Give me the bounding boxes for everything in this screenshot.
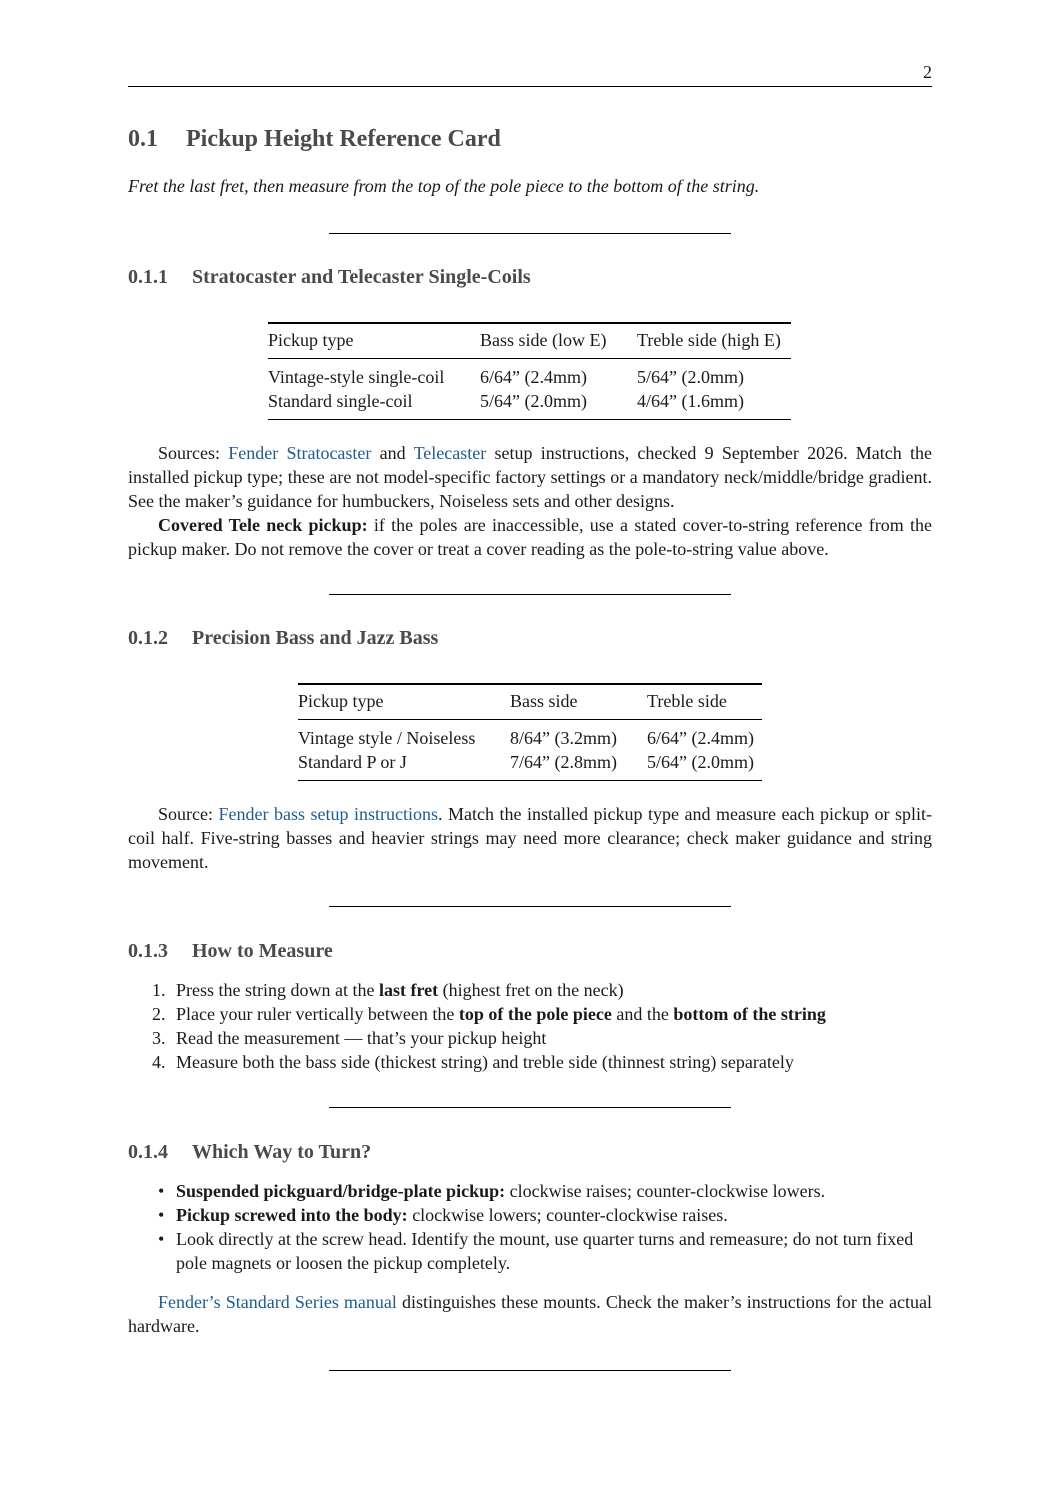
- column-header: Treble side: [647, 684, 762, 720]
- divider: [329, 594, 731, 595]
- subsection-number: 0.1.2: [128, 627, 168, 649]
- column-header: Bass side: [510, 684, 647, 720]
- subsection-number: 0.1.1: [128, 266, 168, 288]
- subsection-number: 0.1.3: [128, 940, 168, 962]
- final-text: distinguishes these mounts. Check the maker’s instructions for the actual hardware.: [128, 1292, 932, 1336]
- column-header: Bass side (low E): [480, 323, 637, 359]
- table-cell: 5/64” (2.0mm): [637, 366, 744, 387]
- covered-tele-text: if the poles are inaccessible, use a stated cover-to-string reference from the pickup maker. Do not remove the cover or treat a cover reading as the pole-to-string value above.: [128, 515, 932, 559]
- fender-stratocaster-link[interactable]: Fender Stratocaster: [228, 443, 372, 463]
- page-number: 2: [923, 62, 932, 82]
- list-item: [128, 1203, 932, 1227]
- sources-paragraph: [128, 441, 932, 513]
- covered-tele-paragraph: [128, 513, 932, 561]
- step-text: Press the string down at the: [176, 980, 379, 1000]
- bullet-text: clockwise raises; counter-clockwise lowers.: [505, 1181, 826, 1201]
- bullet-marker: •: [158, 1229, 165, 1249]
- subsection-title: How to Measure: [192, 940, 333, 962]
- list-marker: 3.: [152, 1028, 166, 1048]
- covered-tele-label: Covered Tele neck pickup:: [158, 515, 368, 535]
- subsection-title: Which Way to Turn?: [192, 1141, 372, 1163]
- sources-and: and: [371, 443, 414, 463]
- subsection-title: Stratocaster and Telecaster Single-Coils: [192, 266, 531, 288]
- subsection-number: 0.1.4: [128, 1141, 168, 1163]
- bullet-text: Look directly at the screw head. Identify the mount, use quarter turns and remeasure; do not turn fixed pole magnets or loosen the pickup completely.: [176, 1229, 914, 1273]
- strat-tele-height-table: [268, 322, 791, 420]
- standard-series-paragraph: [128, 1290, 932, 1338]
- column-header: Pickup type: [298, 684, 510, 720]
- subsection-title: Precision Bass and Jazz Bass: [192, 627, 439, 649]
- table-header-row: [268, 323, 791, 359]
- divider: [329, 1107, 731, 1108]
- bullet-text: clockwise lowers; counter-clockwise raises.: [407, 1205, 728, 1225]
- step-text: Read the measurement — that’s your pickup height: [176, 1028, 547, 1048]
- table-cell: Standard single-coil: [268, 390, 413, 411]
- list-marker: 1.: [152, 980, 166, 1000]
- table-cell: 6/64” (2.4mm): [647, 727, 754, 748]
- sources-text: setup instructions, checked 9 September 2026. Match the installed pickup type; these are not model-specific factory settings or a mandatory neck/middle/bridge gradient. See the maker’s guidance for humbuckers, Noiseless sets and other designs.: [128, 443, 933, 511]
- subsection-heading-turn: [128, 1141, 371, 1164]
- subsection-heading-bass: [128, 627, 438, 650]
- section-title: Pickup Height Reference Card: [186, 126, 501, 152]
- list-marker: 4.: [152, 1052, 166, 1072]
- fender-bass-setup-link[interactable]: Fender bass setup instructions: [218, 804, 439, 824]
- table-row: [298, 750, 762, 781]
- source-text: . Match the installed pickup type and measure each pickup or split-coil half. Five-string basses and heavier strings may need more clearance; check maker guidance and string movement.: [128, 804, 932, 872]
- step-bold: last fret: [378, 980, 439, 1000]
- source-prefix: Source:: [158, 804, 219, 824]
- list-item: [128, 1026, 932, 1050]
- subsection-heading-strat-tele: [128, 266, 531, 289]
- bullet-marker: •: [158, 1205, 165, 1225]
- fender-standard-series-manual-link[interactable]: Fender’s Standard Series manual: [158, 1292, 397, 1312]
- table-cell: Standard P or J: [298, 751, 407, 772]
- table-row: [268, 389, 791, 420]
- step-text: Measure both the bass side (thickest string) and treble side (thinnest string) separately: [176, 1052, 794, 1072]
- table-row: [298, 720, 762, 751]
- header-rule: [128, 86, 932, 87]
- divider: [329, 906, 731, 907]
- bass-height-table: [298, 683, 762, 781]
- step-text: and the: [611, 1004, 674, 1024]
- turn-direction-list: [128, 1179, 932, 1275]
- table-cell: 4/64” (1.6mm): [637, 390, 744, 411]
- section-heading: [128, 126, 501, 153]
- bass-source-paragraph: [128, 802, 932, 874]
- bullet-bold: Suspended pickguard/bridge-plate pickup:: [176, 1181, 506, 1201]
- list-item: [128, 1050, 932, 1074]
- list-item: [128, 1002, 932, 1026]
- bullet-marker: •: [158, 1181, 165, 1201]
- list-item: [128, 978, 932, 1002]
- step-bold: top of the pole piece: [458, 1004, 612, 1024]
- table-cell: Vintage-style single-coil: [268, 366, 445, 387]
- table-cell: 6/64” (2.4mm): [480, 366, 587, 387]
- step-text: (highest fret on the neck): [438, 980, 624, 1000]
- table-cell: 7/64” (2.8mm): [510, 751, 617, 772]
- column-header: Pickup type: [268, 323, 480, 359]
- list-marker: 2.: [152, 1004, 166, 1024]
- divider: [329, 233, 731, 234]
- list-item: [128, 1227, 932, 1275]
- telecaster-link[interactable]: Telecaster: [413, 443, 487, 463]
- measure-steps-list: [128, 978, 932, 1074]
- divider: [329, 1370, 731, 1371]
- step-bold: bottom of the string: [673, 1004, 826, 1024]
- table-cell: 8/64” (3.2mm): [510, 727, 617, 748]
- list-item: [128, 1179, 932, 1203]
- section-number: 0.1: [128, 126, 158, 152]
- table-header-row: [298, 684, 762, 720]
- subsection-heading-measure: [128, 940, 333, 963]
- section-subtitle: Fret the last fret, then measure from the top of the pole piece to the bottom of the string.: [128, 176, 760, 196]
- table-cell: 5/64” (2.0mm): [480, 390, 587, 411]
- step-text: Place your ruler vertically between the: [176, 1004, 459, 1024]
- table-cell: 5/64” (2.0mm): [647, 751, 754, 772]
- table-cell: Vintage style / Noiseless: [298, 727, 476, 748]
- table-row: [268, 359, 791, 390]
- bullet-bold: Pickup screwed into the body:: [176, 1205, 408, 1225]
- column-header: Treble side (high E): [637, 323, 791, 359]
- sources-prefix: Sources:: [158, 443, 229, 463]
